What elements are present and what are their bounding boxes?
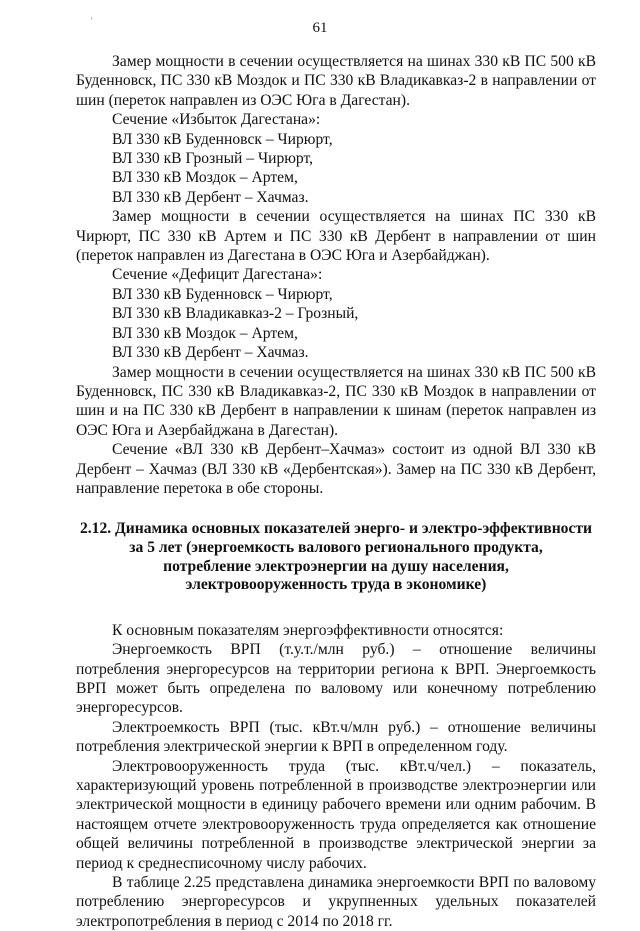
list-item: ВЛ 330 кВ Буденновск – Чирюрт, — [112, 130, 333, 148]
heading-line: электровооруженность труда в экономике) — [185, 576, 487, 594]
paragraph: В таблице 2.25 представлена динамика энергоемкости ВРП по валовому потреблению энергоресурсов и укрупненных удельных показателей электропотребления в период с 2014 по 2018 гг. — [76, 874, 596, 930]
list-item: ВЛ 330 кВ Дербент – Хачмаз. — [112, 188, 309, 206]
paragraph: Электроемкость ВРП (тыс. кВт.ч/млн руб.) – отношение величины потребления электрической энергии к ВРП в определенном году. — [76, 718, 596, 756]
section-heading — [76, 520, 596, 594]
list-item: ВЛ 330 кВ Дербент – Хачмаз. — [112, 344, 309, 362]
section-title: Сечение «Дефицит Дагестана»: — [112, 266, 323, 284]
section-title: Сечение «Избыток Дагестана»: — [112, 111, 321, 129]
page-body — [76, 52, 596, 931]
paragraph: Энергоемкость ВРП (т.у.т./млн руб.) – отношение величины потребления энергоресурсов на территории региона к ВРП. Энергоемкость ВРП может быть определена по валовому или конечному потреблению энергоресурсов. — [76, 641, 596, 717]
page-number: 61 — [312, 20, 328, 36]
list-item: ВЛ 330 кВ Грозный – Чирюрт, — [112, 150, 314, 168]
list-item: ВЛ 330 кВ Моздок – Артем, — [112, 324, 298, 342]
paragraph: Сечение «ВЛ 330 кВ Дербент–Хачмаз» состоит из одной ВЛ 330 кВ Дербент – Хачмаз (ВЛ 330 кВ «Дербентская»). Замер на ПС 330 кВ Дербент, направление перетока в обе стороны. — [76, 441, 596, 497]
heading-line: за 5 лет (энергоемкость валового регионального продукта, — [129, 538, 543, 556]
list-item: ВЛ 330 кВ Буденновск – Чирюрт, — [112, 285, 333, 303]
paragraph: Замер мощности в сечении осуществляется на шинах 330 кВ ПС 500 кВ Буденновск, ПС 330 кВ Владикавказ-2, ПС 330 кВ Моздок в направлении от шин и на ПС 330 кВ Дербент в направлении к шинам (переток направлен из ОЭС Юга и Азербайджана в Дагестан). — [76, 363, 596, 439]
scan-mark: ' — [91, 16, 93, 25]
heading-line: 2.12. Динамика основных показателей энерго- и электро-эффективности — [79, 520, 593, 538]
paragraph: Замер мощности в сечении осуществляется на шинах ПС 330 кВ Чирюрт, ПС 330 кВ Артем и ПС 330 кВ Дербент в направлении от шин (переток направлен из Дагестана в ОЭС Юга и Азербайджан). — [76, 208, 596, 265]
paragraph: Замер мощности в сечении осуществляется на шинах 330 кВ ПС 500 кВ Буденновск, ПС 330 кВ Моздок и ПС 330 кВ Владикавказ-2 в направлении от шин (переток направлен из ОЭС Юга в Дагестан). — [76, 53, 596, 109]
heading-line: потребление электроэнергии на душу населения, — [163, 557, 509, 575]
list-item: ВЛ 330 кВ Владикавказ-2 – Грозный, — [112, 305, 359, 323]
list-item: ВЛ 330 кВ Моздок – Артем, — [112, 169, 298, 187]
paragraph: К основным показателям энергоэффективности относятся: — [112, 621, 504, 639]
paragraph: Электровооруженность труда (тыс. кВт.ч/чел.) – показатель, характеризующий уровень потребленной в производстве электроэнергии или электрической мощности в единицу рабочего времени или одним рабочим. В настоящем отчете электровооруженность труда определяется как отношение общей величины потребленной в производстве электрической энергии за период к среднесписочному числу рабочих. — [76, 757, 596, 872]
